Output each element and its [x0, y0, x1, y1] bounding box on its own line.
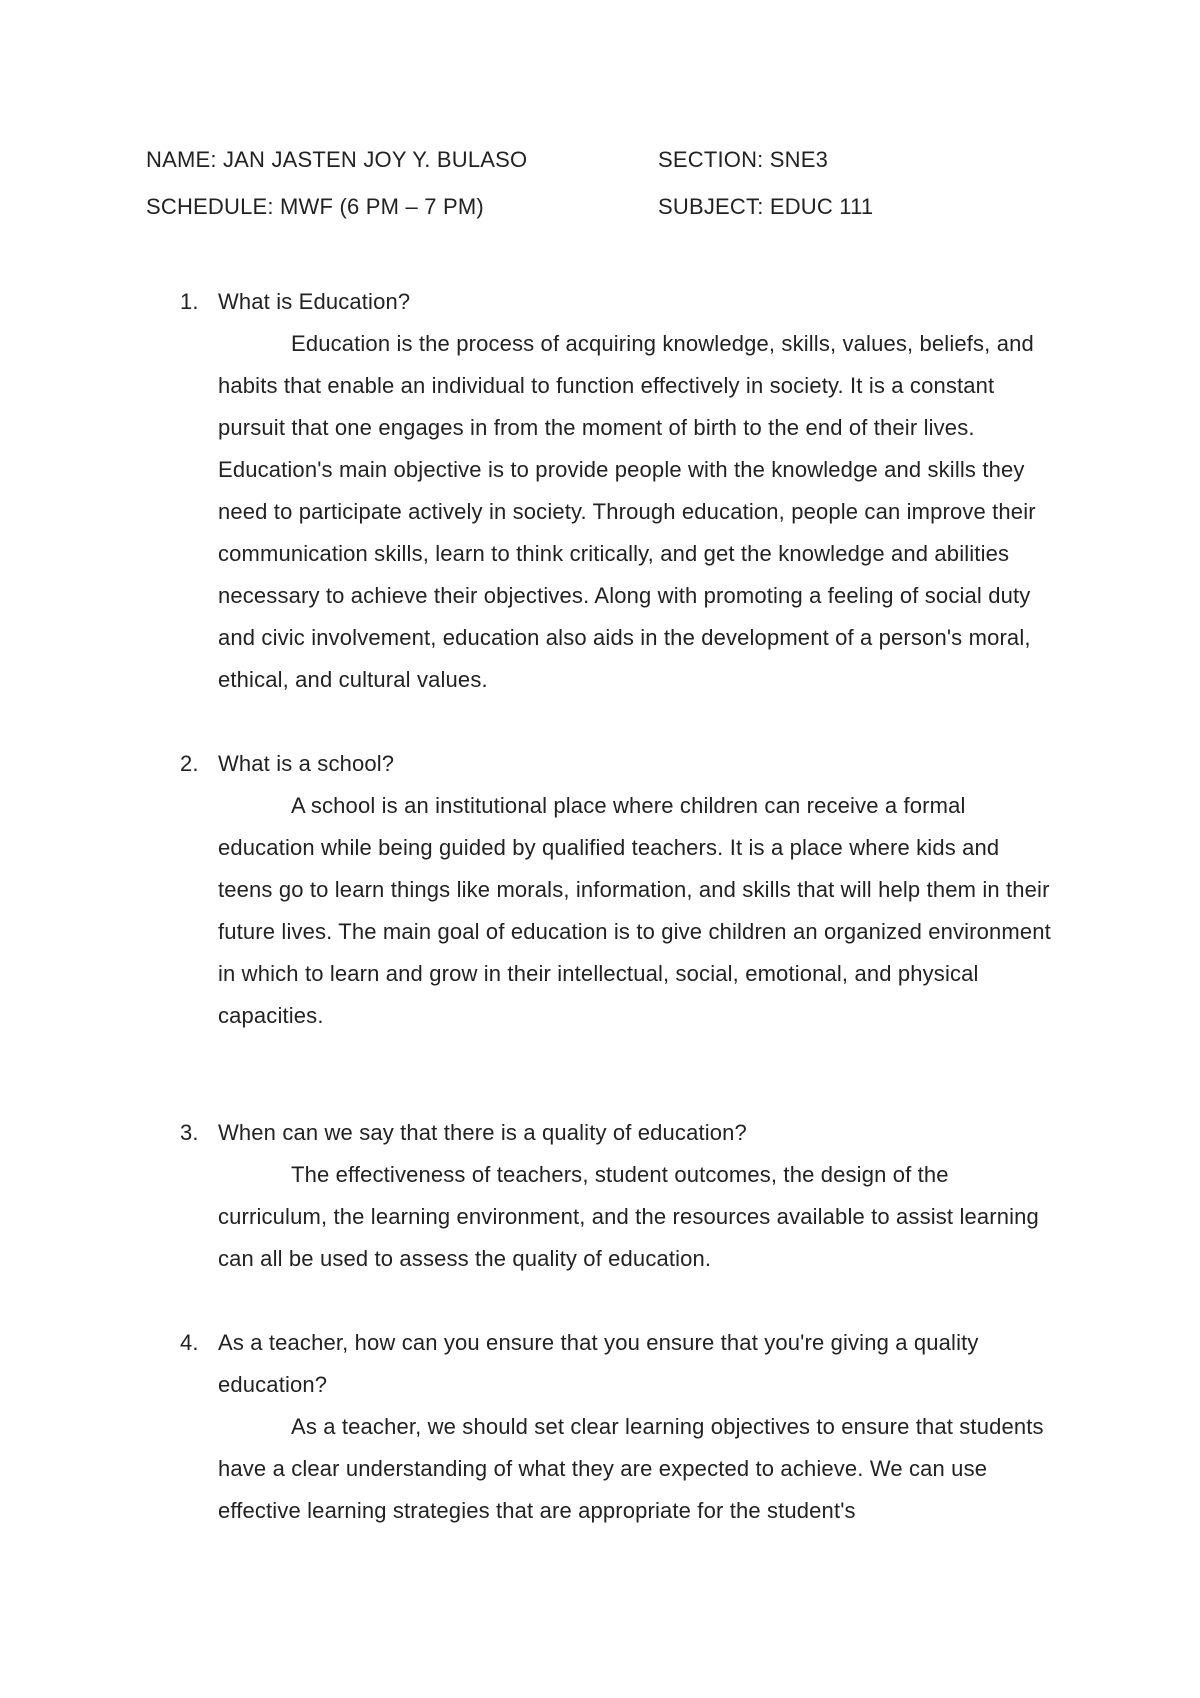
question-number: 1. — [180, 289, 199, 314]
answer-text: As a teacher, we should set clear learning objectives to ensure that students have a clear understanding of what they are expected to achieve. We can use effective learning strategies that are appropriate for the student's — [218, 1414, 1044, 1523]
question-number: 4. — [180, 1330, 199, 1355]
question-text: When can we say that there is a quality of education? — [218, 1120, 747, 1145]
question-text: What is a school? — [218, 751, 395, 776]
question-text: As a teacher, how can you ensure that you ensure that you're giving a quality education? — [218, 1330, 979, 1397]
subject-label: SUBJECT: EDUC 111 — [658, 194, 874, 219]
student-name: NAME: JAN JASTEN JOY Y. BULASO — [146, 147, 528, 172]
schedule-label: SCHEDULE: MWF (6 PM – 7 PM) — [146, 194, 484, 219]
question-text: What is Education? — [218, 289, 411, 314]
list-item — [180, 281, 1060, 701]
list-item — [180, 743, 1060, 1037]
section-label: SECTION: SNE3 — [658, 147, 829, 172]
list-item — [180, 1322, 1060, 1532]
answer-text: The effectiveness of teachers, student outcomes, the design of the curriculum, the learning environment, and the resources available to assist learning can all be used to assess the quality of education. — [218, 1162, 1039, 1271]
question-number: 2. — [180, 751, 199, 776]
list-item — [180, 1112, 1060, 1280]
answer-text: Education is the process of acquiring knowledge, skills, values, beliefs, and habits that enable an individual to function effectively in society. It is a constant pursuit that one engages in from the moment of birth to the end of their lives. Education's main objective is to provide people with the knowledge and skills they need to participate actively in society. Through education, people can improve their communication skills, learn to think critically, and get the knowledge and abilities necessary to achieve their objectives. Along with promoting a feeling of social duty and civic involvement, education also aids in the development of a person's moral, ethical, and cultural values. — [218, 331, 1036, 692]
answer-text: A school is an institutional place where children can receive a formal education while being guided by qualified teachers. It is a place where kids and teens go to learn things like morals, information, and skills that will help them in their future lives. The main goal of education is to give children an organized environment in which to learn and grow in their intellectual, social, emotional, and physical capacities. — [218, 793, 1051, 1028]
question-number: 3. — [180, 1120, 199, 1145]
